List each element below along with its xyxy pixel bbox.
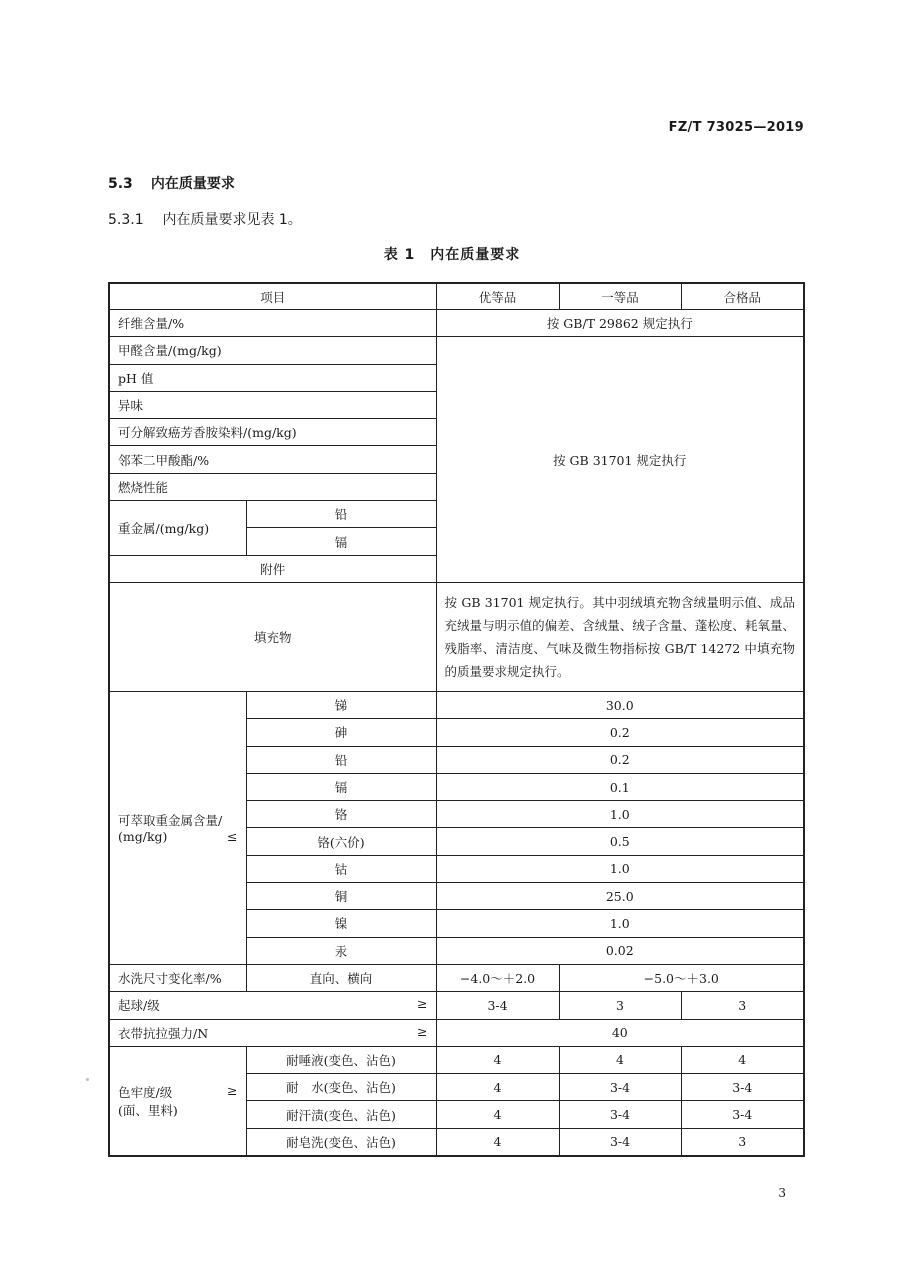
header-grade-qualified: 合格品: [681, 283, 804, 310]
table-row: [109, 691, 804, 718]
table-title: 表 1 内在质量要求: [383, 247, 521, 263]
sub-item: 铬(六价): [246, 828, 436, 855]
row-value: 0.02: [436, 937, 804, 964]
sub-item: 汞: [246, 937, 436, 964]
table-row: [109, 964, 804, 991]
sub-item: 砷: [246, 719, 436, 746]
sub-item: 直向、横向: [246, 964, 436, 991]
extractable-label-line2: (mg/kg): [118, 829, 168, 845]
row-label: 燃烧性能: [109, 473, 436, 500]
table-row: [109, 582, 804, 691]
row-value: 0.2: [436, 719, 804, 746]
sub-item: 耐 水(变色、沾色): [246, 1074, 436, 1101]
row-value: 25.0: [436, 883, 804, 910]
section-heading: [108, 173, 235, 193]
row-value: 1.0: [436, 855, 804, 882]
quality-requirements-table: [108, 282, 805, 1157]
header-item: 项目: [109, 283, 436, 310]
row-label: 异味: [109, 391, 436, 418]
row-value-first: 3: [559, 992, 681, 1019]
row-value: 1.0: [436, 910, 804, 937]
row-value-first-qualified: −5.0～＋3.0: [559, 964, 804, 991]
sub-item: 耐皂洗(变色、沾色): [246, 1128, 436, 1156]
subsection-text: 内在质量要求见表 1。: [162, 212, 302, 228]
less-equal-symbol: ≤: [227, 829, 238, 845]
row-value-premium: 4: [436, 1101, 559, 1128]
wash-label: 水洗尺寸变化率/%: [109, 964, 246, 991]
sub-item: 钴: [246, 855, 436, 882]
sub-item: 耐汗渍(变色、沾色): [246, 1101, 436, 1128]
row-value-qualified: 3: [681, 992, 804, 1019]
row-value-first: 3-4: [559, 1074, 681, 1101]
pilling-text: 起球/级: [118, 998, 160, 1014]
header-grade-premium: 优等品: [436, 283, 559, 310]
row-value: 0.2: [436, 746, 804, 773]
sub-item: 铅: [246, 746, 436, 773]
strap-label: [109, 1019, 436, 1046]
row-value-premium: 4: [436, 1046, 559, 1073]
colorfast-label: [109, 1046, 246, 1156]
row-value: 0.1: [436, 773, 804, 800]
row-value-premium: 3-4: [436, 992, 559, 1019]
table-row: [109, 1019, 804, 1046]
row-value-premium: 4: [436, 1074, 559, 1101]
section-number: 5.3: [108, 176, 133, 192]
row-value-qualified: 3: [681, 1128, 804, 1156]
heavy-metal-label: 重金属/(mg/kg): [109, 501, 246, 556]
row-label: pH 值: [109, 364, 436, 391]
row-label: 甲醛含量/(mg/kg): [109, 337, 436, 364]
row-label: 可分解致癌芳香胺染料/(mg/kg): [109, 419, 436, 446]
row-value-first: 4: [559, 1046, 681, 1073]
strap-text: 衣带抗拉强力/N: [118, 1025, 209, 1041]
row-label: 纤维含量/%: [109, 310, 436, 337]
row-value-first: 3-4: [559, 1128, 681, 1156]
scan-speck: [86, 1078, 89, 1081]
extractable-label: [109, 691, 246, 964]
extractable-label-line1: 可萃取重金属含量/: [118, 813, 223, 829]
page-number: 3: [778, 1186, 786, 1200]
gb31701-merged-value: 按 GB 31701 规定执行: [436, 337, 804, 583]
colorfast-label-line2: (面、里料): [118, 1102, 178, 1118]
row-value-first: 3-4: [559, 1101, 681, 1128]
sub-item: 铅: [246, 501, 436, 528]
row-value: 0.5: [436, 828, 804, 855]
row-value: 40: [436, 1019, 804, 1046]
sub-item: 铬: [246, 801, 436, 828]
row-label: 邻苯二甲酸酯/%: [109, 446, 436, 473]
row-value-qualified: 3-4: [681, 1101, 804, 1128]
table-row: [109, 310, 804, 337]
sub-item: 铜: [246, 883, 436, 910]
row-value-qualified: 3-4: [681, 1074, 804, 1101]
section-title: 内在质量要求: [150, 176, 235, 192]
subsection-line: [108, 209, 302, 229]
table-row: [109, 337, 804, 364]
row-value-premium: −4.0～＋2.0: [436, 964, 559, 991]
sub-item: 锑: [246, 691, 436, 718]
sub-item: 镉: [246, 528, 436, 555]
table-header-row: [109, 283, 804, 310]
sub-item: 镍: [246, 910, 436, 937]
row-value-premium: 4: [436, 1128, 559, 1156]
table-row: [109, 1046, 804, 1073]
row-value: 1.0: [436, 801, 804, 828]
row-value: 30.0: [436, 691, 804, 718]
row-value-qualified: 4: [681, 1046, 804, 1073]
row-value: 按 GB/T 29862 规定执行: [436, 310, 804, 337]
greater-equal-symbol: ≥: [417, 1023, 428, 1039]
table-row: [109, 992, 804, 1019]
subsection-number: 5.3.1: [108, 212, 144, 228]
greater-equal-symbol: ≥: [227, 1082, 238, 1098]
greater-equal-symbol: ≥: [417, 996, 428, 1012]
filling-label: 填充物: [109, 582, 436, 691]
sub-item: 耐唾液(变色、沾色): [246, 1046, 436, 1073]
colorfast-label-line1: 色牢度/级: [118, 1084, 173, 1100]
sub-item: 镉: [246, 773, 436, 800]
filling-value: 按 GB 31701 规定执行。其中羽绒填充物含绒量明示值、成品充绒量与明示值的偏差、含绒量、绒子含量、蓬松度、耗氧量、残脂率、清洁度、气味及微生物指标按 GB/T 14272 中填充物的质量要求规定执行。: [436, 582, 804, 691]
standard-code: FZ/T 73025—2019: [668, 120, 804, 135]
header-grade-first: 一等品: [559, 283, 681, 310]
attachment-label: 附件: [109, 555, 436, 582]
pilling-label: [109, 992, 436, 1019]
